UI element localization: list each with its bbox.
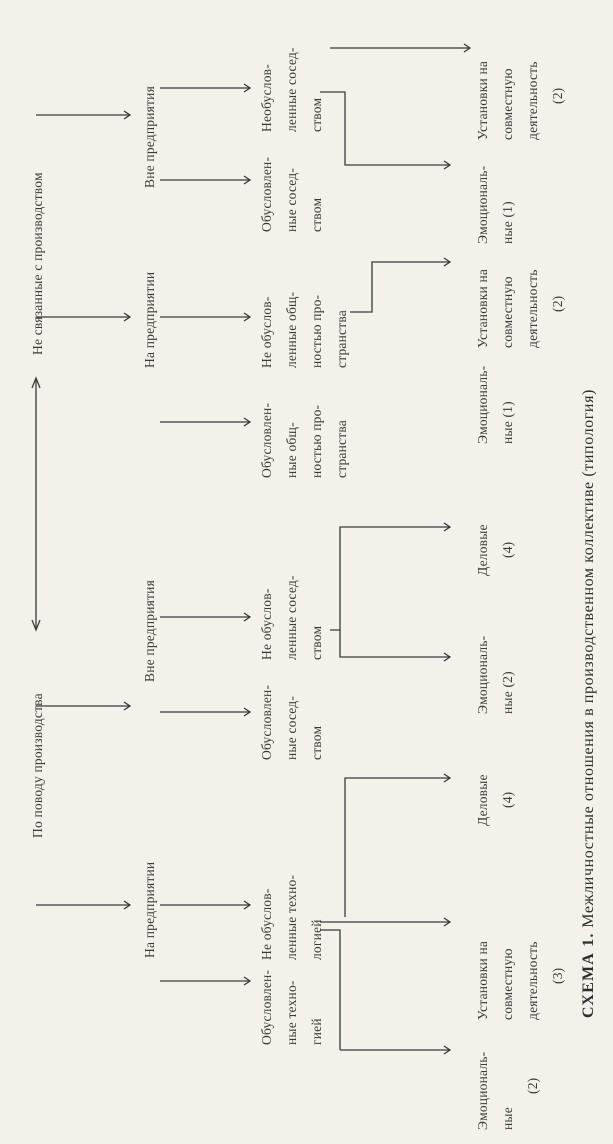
- leaf-emotsionalnye-b: Эмоциональ- ные (2): [475, 635, 515, 714]
- leaf-emotsionalnye-d: Эмоциональ- ные (1): [475, 165, 515, 244]
- leaf-emotsionalnye-a: Эмоциональ- ные (2): [475, 1051, 540, 1130]
- leaf-delovye-b: Деловые (4): [475, 524, 515, 576]
- leaf-emotsionalnye-c: Эмоциональ- ные (1): [475, 365, 515, 444]
- figure-caption: [576, 389, 601, 1018]
- level2-ne-obusl-sosedstvom-a: Не обуслов- ленные сосед- ством: [259, 575, 324, 660]
- leaf-delovye-a: Деловые (4): [475, 774, 515, 826]
- root-left-label: По поводу производства: [30, 693, 45, 838]
- caption-label: СХЕМА 1.: [580, 932, 597, 1018]
- level2-obusl-obshchnostyu: Обусловлен- ные общ- ностью про- странства: [259, 402, 349, 478]
- level1-na-predpriyatii-b: На предприятии: [142, 271, 157, 368]
- level1-vne-predpriyatiya-a: Вне предприятия: [142, 580, 157, 682]
- level2-neobusl-sosedstvom-b: Необуслов- ленные сосед- ством: [259, 47, 324, 132]
- root-right-label: Не связанные с производством: [30, 172, 45, 355]
- level1-vne-predpriyatiya-b: Вне предприятия: [142, 86, 157, 188]
- leaf-ustanovki-c: Установки на совместную деятельность (2): [475, 268, 565, 348]
- caption-text: Межличностные отношения в производственном коллективе (типология): [580, 389, 597, 928]
- level2-ne-obusl-obshchnostyu: Не обуслов- ленные общ- ностью про- странства: [259, 291, 349, 368]
- leaf-ustanovki-a: Установки на совместную деятельность (3): [475, 940, 565, 1020]
- level2-obusl-sosedstvom-a: Обусловлен- ные сосед- ством: [259, 684, 324, 760]
- level1-na-predpriyatii-a: На предприятии: [142, 861, 157, 958]
- leaf-ustanovki-d: Установки на совместную деятельность (2): [475, 60, 565, 140]
- level2-obusl-sosedstvom-b: Обусловлен- ные сосед- ством: [259, 156, 324, 232]
- level2-obusl-tehnologiei: Обусловлен- ные техно- гией: [259, 969, 324, 1045]
- level2-ne-obusl-tehnologiei: Не обуслов- ленные техно- логией: [259, 874, 324, 960]
